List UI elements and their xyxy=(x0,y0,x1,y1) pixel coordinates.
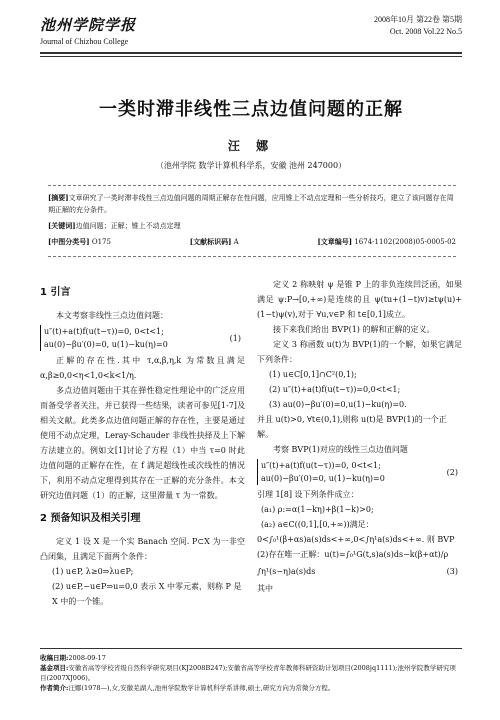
issue-cn: 2008年10月 第22卷 第5期 xyxy=(374,15,462,24)
doccode-label: [文献标识码] xyxy=(189,237,232,246)
equation-2 xyxy=(257,459,462,485)
articleno-value: 1674-1102(2008)05-0005-02 xyxy=(354,238,456,246)
right-column xyxy=(257,277,462,609)
list-item: (3) au(0)−βu′(0)=0,u(1)−ku(η)=0. xyxy=(269,400,407,409)
equation-line: u″(t)+a(t)f(u(t−τ))=0, 0<t<1; xyxy=(44,327,164,336)
author-bio-line xyxy=(40,683,462,693)
equation-number: (2) xyxy=(446,467,458,477)
section-heading-1: 1 引言 xyxy=(40,287,71,298)
equation-number: (3) xyxy=(446,567,458,576)
paragraph: 接下来我们给出 BVP(1) 的解和正解的定义。 xyxy=(273,325,435,334)
journal-masthead xyxy=(40,14,136,46)
equation-1 xyxy=(40,325,245,351)
classification-row xyxy=(48,236,456,248)
paragraph: 正解的存在性.其中 τ,α,β,η,k 为常数且满足 α,β≥0,0<η<1,0<k<1/η. xyxy=(40,356,245,380)
math-line: (2)存在唯一正解：u(t)=∫₀¹G(t,s)a(s)ds−k(β+αt)/ρ xyxy=(257,550,449,559)
abstract-label: [摘要] xyxy=(48,193,69,202)
equation-line: au(0)−βu′(0)=0, u(1)−ku(η)=0 xyxy=(44,340,168,349)
issue-info xyxy=(374,14,462,38)
body-columns xyxy=(40,277,462,609)
paragraph: 多点边值问题由于其在弹性稳定性理论中的广泛应用而备受学者关注，并已获得一些结果，读者可参见[1-7]及相关文献。此类多点边值问题正解的存在性，主要是通过使用不动点定理，Leray-Schauder 非线性抉择及上下解方法建立的。例如文[1]讨论了方程（1）中当 τ=0 时此边值问题的正解存在性，在 f 满足超线性或次线性的情况下，利用不动点定理得到其存在一正解的充分条件。本文研究边值问题（1）的正解，这里滞量 τ 为一常数。 xyxy=(40,386,245,500)
abstract-rule xyxy=(48,256,456,257)
clc-item xyxy=(48,236,111,248)
list-item: (2) u∈P,−u∈P⇒u=0,0 表示 X 中零元素，则称 P 是 X 中的一个锥。 xyxy=(52,582,242,606)
fund-text: 安徽省高等学校省级自然科学研究项目(KJ2008B247);安徽省高等学校青年教师科研资助计划项目(2008jq1111);池州学院教学研究项目(2007XJ006)。 xyxy=(40,664,456,682)
equation-line: au(0)−βu′(0)=0, u(1)−ku(η)=0 xyxy=(261,474,385,483)
abstract-line-1 xyxy=(48,192,456,204)
math-line: ∫η¹(s−η)a(s)ds xyxy=(257,567,316,576)
fund-label: 基金项目: xyxy=(40,664,69,672)
received-date: 2008-09-17 xyxy=(68,654,106,662)
doccode-value: A xyxy=(233,238,239,246)
paper-title: 一类时滞非线性三点边值问题的正解 xyxy=(99,99,403,120)
header-rule xyxy=(40,56,462,57)
received-line xyxy=(40,653,462,663)
fund-line xyxy=(40,663,462,683)
articleno-label: [文章编号] xyxy=(317,237,353,246)
keywords-line xyxy=(48,220,456,232)
paragraph: 引理 1[8] 设下列条件成立： xyxy=(257,490,359,499)
author-bio-label: 作者简介: xyxy=(40,684,69,692)
paper-author: 汪 娜 xyxy=(227,139,275,153)
math-line: 其中 xyxy=(257,584,273,593)
equation-line: u″(t)+a(t)f(u(t−τ))=0, 0<t<1; xyxy=(261,461,381,470)
keywords-label: [关键词] xyxy=(48,221,76,230)
math-line: (a₂) a∈C((0,1],[0,+∞))满足： xyxy=(261,520,374,529)
abstract-text-2: 期正解的充分条件。 xyxy=(48,206,111,214)
equation-number: (1) xyxy=(229,333,241,343)
keywords: 边值问题；正解；锥上不动点定理 xyxy=(75,222,181,230)
articleno-item xyxy=(317,236,456,248)
paragraph: 本文考察非线性三点边值问题： xyxy=(56,311,168,320)
clc-label: [中图分类号] xyxy=(48,237,90,246)
paragraph: 并且 u(t)>0, ∀t∈(0,1),则称 u(t)是 BVP(1)的一个正解。 xyxy=(257,415,447,439)
equation-system xyxy=(40,325,168,351)
math-line: 0<∫₀¹(β+αs)a(s)ds<+∞,0<∫η¹a(s)ds<+∞. 则 BVP xyxy=(257,535,455,544)
abstract-text-1: 文章研究了一类时滞非线性三点边值问题的周期正解存在性问题，应用锥上不动点定理和一些分析技巧，建立了该问题存在周 xyxy=(68,194,454,202)
list-item: (1) u∈C[0,1]∩C²(0,1); xyxy=(269,370,357,379)
journal-header xyxy=(40,14,462,54)
clc-value: O175 xyxy=(91,238,111,246)
equation-system xyxy=(257,459,385,485)
paragraph: 考察 BVP(1)对应的线性三点边值问题 xyxy=(273,445,408,454)
section-heading-2: 2 预备知识及相关引理 xyxy=(40,513,141,524)
equation-3 xyxy=(257,564,462,579)
author-bio-text: 汪娜(1978—),女,安徽芜湖人,池州学院数学计算机科学系讲师,硕士,研究方向为常微分方程。 xyxy=(68,684,335,692)
list-item: (2) u″(t)+a(t)f(u(t−τ))=0,0<t<1; xyxy=(269,385,401,394)
paragraph: 定义 1 设 X 是一个实 Banach 空间. P⊂X 为一非空凸闭集，且满足下面两个条件： xyxy=(40,537,245,561)
list-item: (1) u∈P, λ≥0⇒λu∈P; xyxy=(52,567,134,576)
doccode-item xyxy=(190,236,239,248)
received-label: 收稿日期: xyxy=(40,654,69,662)
paragraph: 定义 2 称映射 ψ 是锥 P 上的非负连续凹泛函，如果满足 ψ:P→[0,+∞)是连续的且 ψ(tu+(1−t)v)≥tψ(u)+(1−t)ψ(v),对于 ∀u,v∈P 和 t∈[0,1]成立。 xyxy=(257,280,462,319)
left-column xyxy=(40,277,245,609)
journal-logo: 池州学院学报 xyxy=(40,16,137,34)
paragraph: 定义 3 称函数 u(t)为 BVP(1)的一个解，如果它满足下列条件： xyxy=(257,340,462,364)
issue-en: Oct. 2008 Vol.22 No.5 xyxy=(389,27,462,36)
footnote-block xyxy=(40,648,462,693)
abstract-block xyxy=(48,185,456,248)
author-affiliation: （池州学院 数学计算机科学系，安徽 池州 247000） xyxy=(155,161,347,170)
math-line: (a₁) ρ:=α(1−kη)+β(1−k)>0; xyxy=(261,505,374,514)
journal-name-en: Journal of Chizhou College xyxy=(40,37,129,46)
